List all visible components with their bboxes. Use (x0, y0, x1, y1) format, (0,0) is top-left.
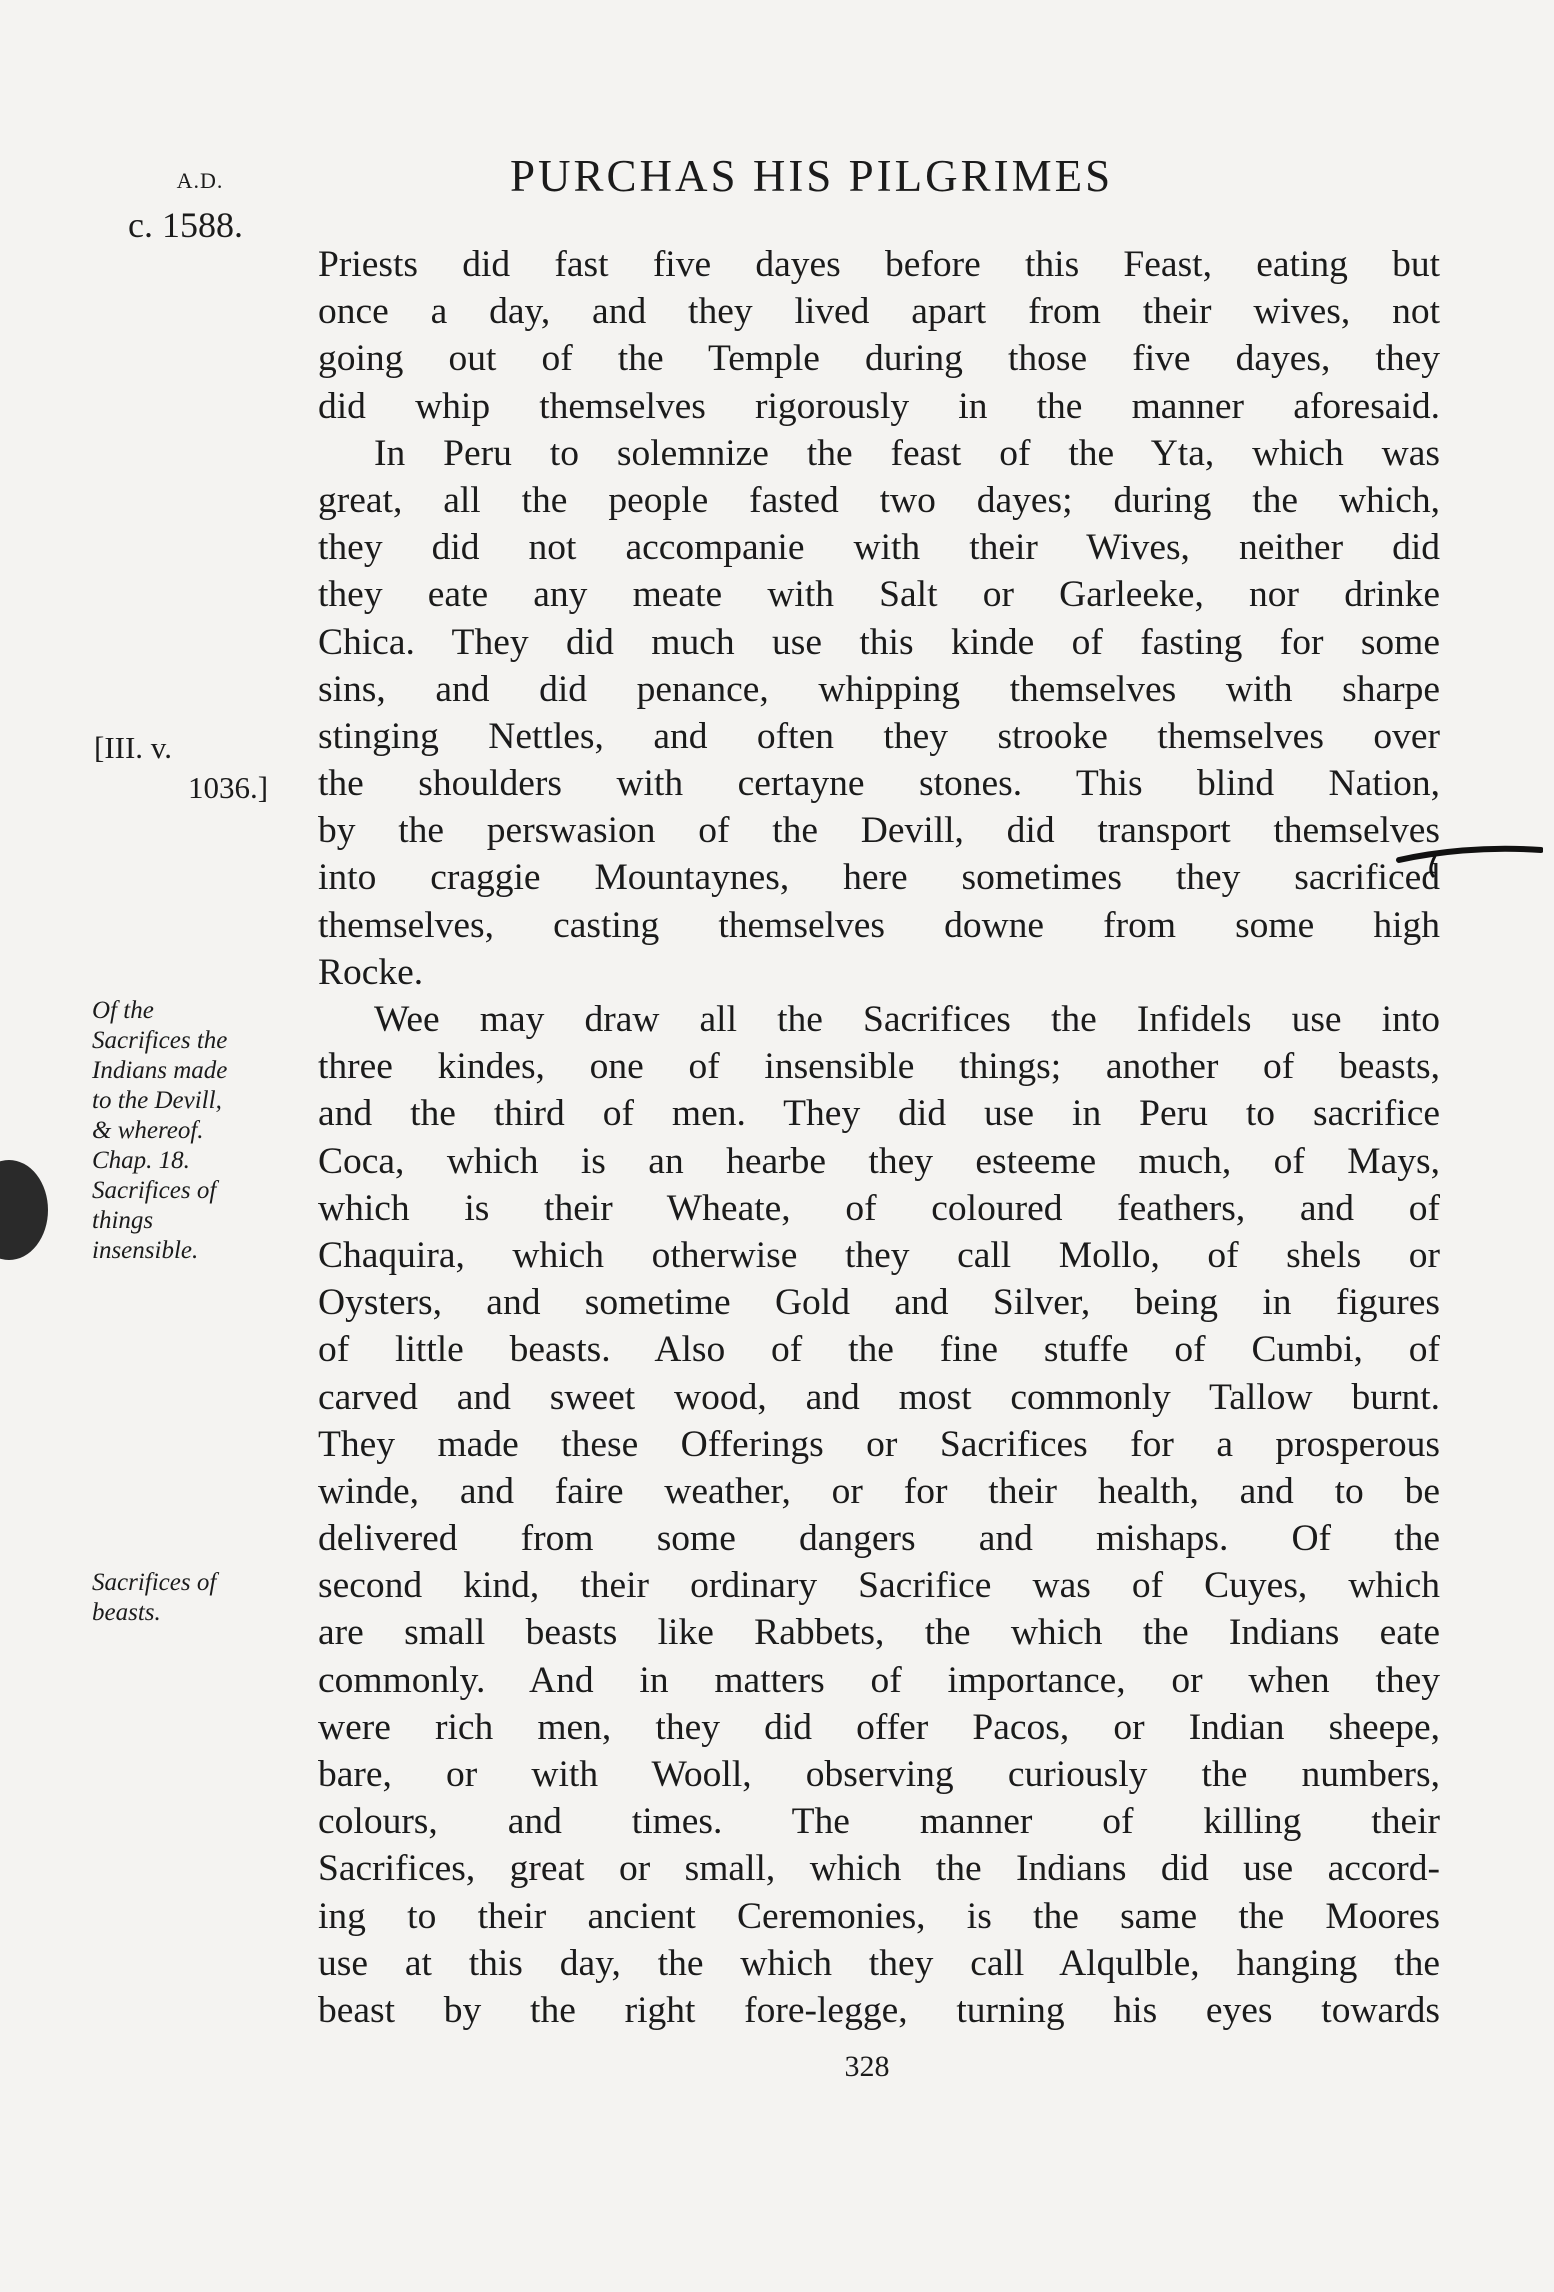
text-line: winde, and faire weather, or for their health, and to be (318, 1470, 1440, 1512)
text-line: they did not accompanie with their Wives, neither did (318, 527, 1440, 569)
margin-note-line: things (92, 1207, 154, 1234)
text-line: commonly. And in matters of importance, or when they (318, 1659, 1440, 1701)
text-line: Chica. They did much use this kinde of fasting for some (318, 621, 1440, 663)
text-line: They made these Offerings or Sacrifices for a prosperous (318, 1423, 1440, 1465)
text-line: great, all the people fasted two dayes; during the which, (318, 479, 1440, 521)
margin-note-line: insensible. (92, 1237, 199, 1264)
text-line: beast by the right fore-legge, turning his eyes towards (318, 1989, 1440, 2031)
text-line: Sacrifices, great or small, which the Indians did use accord- (318, 1848, 1440, 1890)
text-line: Wee may draw all the Sacrifices the Infidels use into (374, 999, 1440, 1040)
text-line: themselves, casting themselves downe from some high (318, 904, 1440, 946)
text-line: use at this day, the which they call Alqulble, hanging the (318, 1942, 1440, 1984)
margin-note-line: Of the (92, 997, 154, 1024)
text-line: stinging Nettles, and often they strooke themselves over (318, 715, 1440, 757)
date-ad: A.D. (176, 168, 224, 193)
text-line: Priests did fast five dayes before this Feast, eating but (318, 244, 1440, 285)
text-line: bare, or with Wooll, observing curiously the numbers, (318, 1754, 1440, 1795)
text-line: Chaquira, which otherwise they call Mollo, of shels or (318, 1234, 1440, 1276)
pen-mark-icon (1395, 838, 1543, 878)
margin-note-line: Sacrifices of (92, 1569, 217, 1596)
volume-reference-line-1: [III. v. (94, 730, 173, 765)
margin-note-line: Sacrifices of (92, 1177, 217, 1204)
text-line: are small beasts like Rabbets, the which the Indians eate (318, 1612, 1440, 1654)
text-line: which is their Wheate, of coloured feathers, and of (318, 1187, 1440, 1229)
running-title: PURCHAS HIS PILGRIMES (510, 151, 1114, 201)
margin-note-beasts (92, 1568, 216, 1628)
text-line: second kind, their ordinary Sacrifice was of Cuyes, which (318, 1565, 1440, 1607)
text-line: of little beasts. Also of the fine stuffe of Cumbi, of (318, 1329, 1440, 1371)
text-line: and the third of men. They did use in Peru to sacrifice (318, 1093, 1440, 1135)
text-line: ing to their ancient Ceremonies, is the same the Moores (318, 1895, 1440, 1937)
text-line: Rocke. (318, 951, 424, 993)
margin-note-line: & whereof. (92, 1117, 204, 1144)
text-line: into craggie Mountaynes, here sometimes they sacrificed (318, 857, 1440, 899)
page-edge-shadow (0, 1160, 48, 1260)
text-line: In Peru to solemnize the feast of the Yta, which was (374, 432, 1440, 474)
text-line: going out of the Temple during those five dayes, they (318, 338, 1440, 380)
text-line: Coca, which is an hearbe they esteeme much, of Mays, (318, 1140, 1440, 1182)
date-year: c. 1588. (128, 205, 243, 245)
margin-note-line: Chap. 18. (92, 1147, 190, 1174)
margin-note-line: Indians made (92, 1057, 228, 1084)
text-line: by the perswasion of the Devill, did transport themselves (318, 810, 1440, 852)
text-line: they eate any meate with Salt or Garleeke, nor drinke (318, 574, 1440, 616)
text-line: three kindes, one of insensible things; another of beasts, (318, 1046, 1440, 1088)
text-line: sins, and did penance, whipping themselves with sharpe (318, 668, 1440, 710)
margin-note-line: beasts. (92, 1599, 161, 1626)
text-line: delivered from some dangers and mishaps. Of the (318, 1518, 1440, 1560)
margin-note-sacrifices (92, 996, 227, 1266)
text-line: did whip themselves rigorously in the manner aforesaid. (318, 385, 1440, 427)
text-line: colours, and times. The manner of killing their (318, 1801, 1440, 1843)
text-line: the shoulders with certayne stones. This blind Nation, (318, 763, 1440, 805)
text-line: Oysters, and sometime Gold and Silver, being in figures (318, 1282, 1440, 1324)
margin-note-line: to the Devill, (92, 1087, 222, 1114)
body-text (318, 241, 1440, 2034)
text-line: carved and sweet wood, and most commonly Tallow burnt. (318, 1376, 1440, 1418)
page-number: 328 (844, 2050, 890, 2083)
text-line: once a day, and they lived apart from their wives, not (318, 291, 1440, 333)
margin-note-line: Sacrifices the (92, 1027, 228, 1054)
volume-reference-line-2: 1036.] (188, 770, 269, 805)
text-line: were rich men, they did offer Pacos, or Indian sheepe, (318, 1706, 1440, 1748)
